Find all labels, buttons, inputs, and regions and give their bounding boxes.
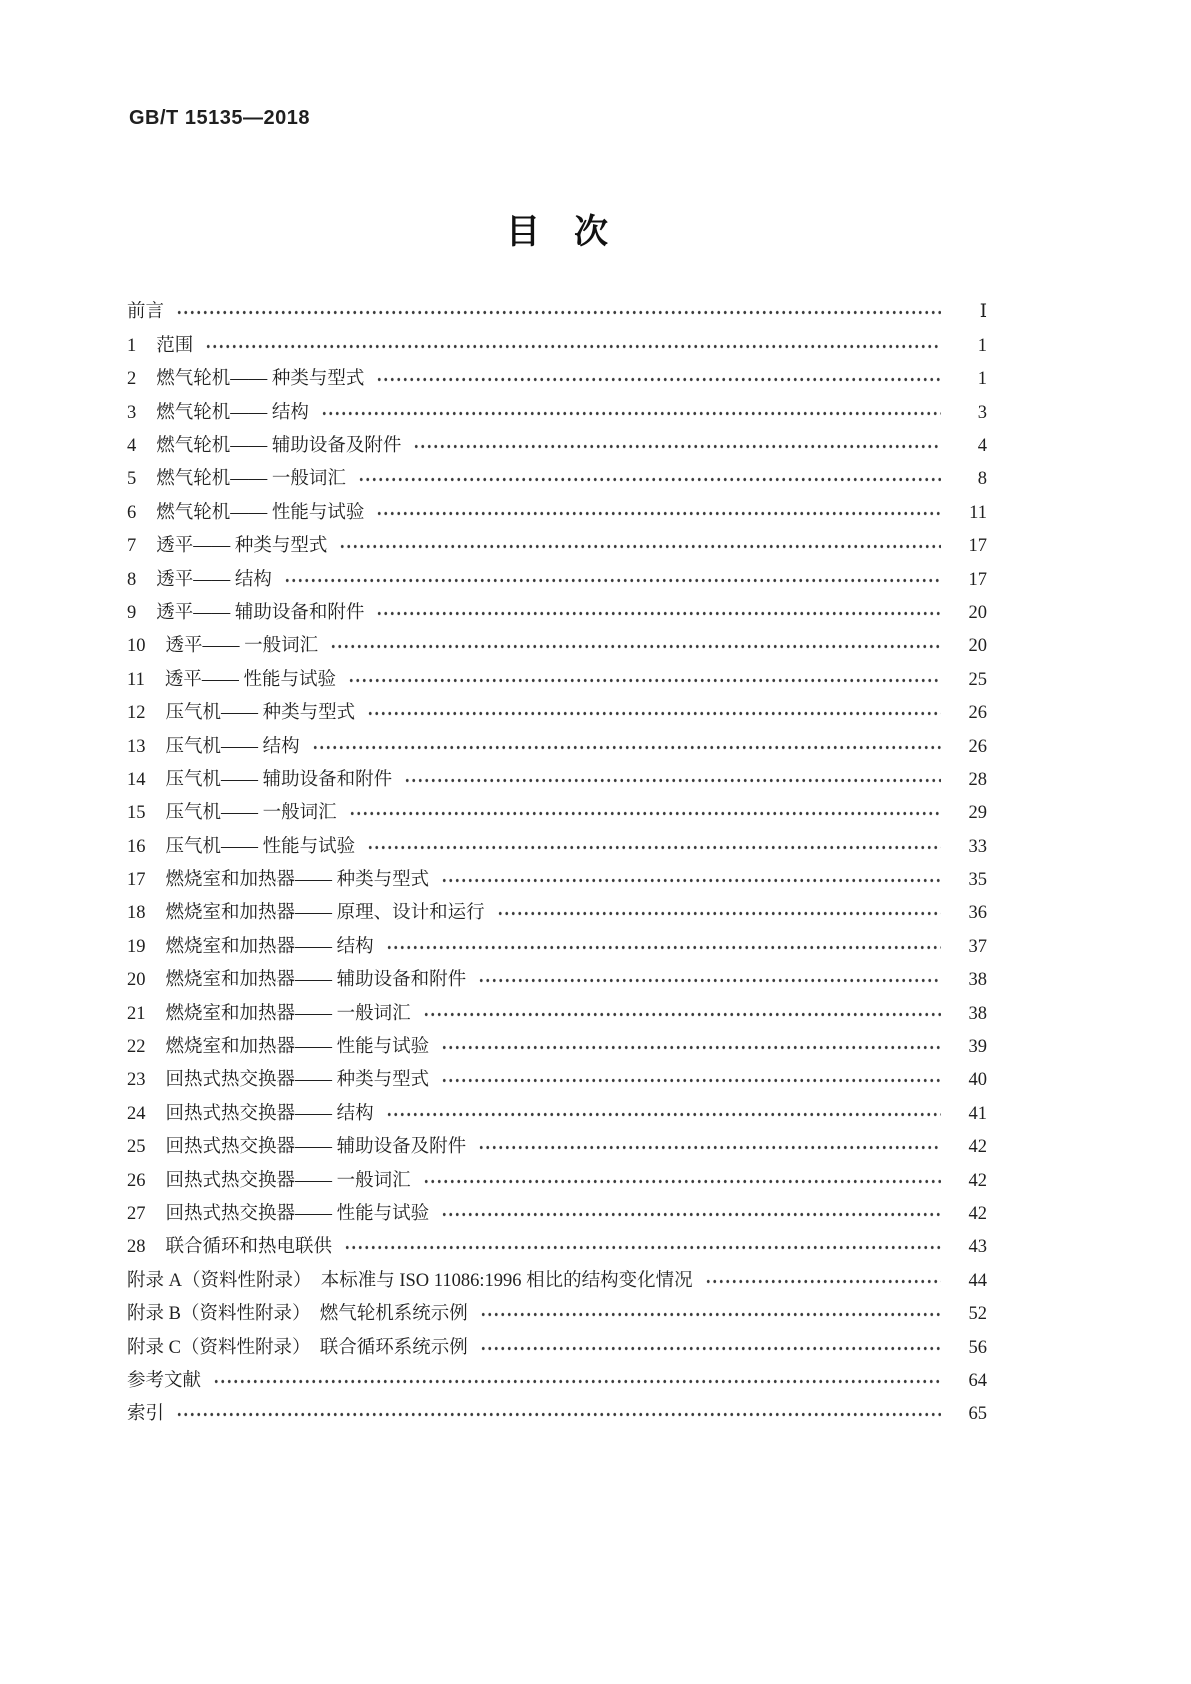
toc-entry-number: 1 xyxy=(127,335,137,356)
toc-entry xyxy=(127,396,987,429)
toc-entry-title: 燃烧室和加热器—— 性能与试验 xyxy=(165,1037,430,1058)
toc-entry-title: 附录 B（资料性附录） 燃气轮机系统示例 xyxy=(127,1304,468,1325)
toc-entry-number: 27 xyxy=(127,1203,146,1224)
toc-entry-page: 65 xyxy=(968,1404,987,1425)
toc-entry-title: 压气机—— 性能与试验 xyxy=(165,836,356,857)
toc-entry-title: 回热式热交换器—— 种类与型式 xyxy=(165,1070,430,1091)
toc-entry-page: 44 xyxy=(968,1270,987,1291)
toc-entry-page: 35 xyxy=(968,870,987,891)
toc-entry-number: 13 xyxy=(127,736,146,757)
toc-entry xyxy=(127,1264,987,1297)
toc-entry-title: 燃气轮机—— 辅助设备及附件 xyxy=(156,436,402,456)
toc-leader-dots xyxy=(213,1365,941,1398)
toc-entry-title: 燃烧室和加热器—— 种类与型式 xyxy=(165,870,430,891)
toc-leader-dots xyxy=(423,997,941,1030)
toc-entry-number: 26 xyxy=(127,1170,146,1191)
toc-entry-title: 附录 A（资料性附录） 本标准与 ISO 11086:1996 相比的结构变化情况 xyxy=(127,1270,693,1291)
toc-entry-title: 压气机—— 辅助设备和附件 xyxy=(165,769,393,790)
toc-entry-page: 25 xyxy=(968,669,987,690)
toc-leader-dots xyxy=(441,1064,941,1097)
toc-entry xyxy=(127,1365,987,1398)
toc-entry-title: 透平—— 一般词汇 xyxy=(165,636,319,657)
toc-entry xyxy=(127,463,987,496)
toc-entry-page: 11 xyxy=(969,502,987,523)
toc-entry xyxy=(127,630,987,663)
toc-entry xyxy=(127,1031,987,1064)
toc-entry-title: 燃烧室和加热器—— 结构 xyxy=(165,936,374,957)
toc-leader-dots xyxy=(441,1031,941,1064)
toc-entry-page: 4 xyxy=(977,436,987,456)
toc-entry-title: 参考文献 xyxy=(127,1370,202,1391)
toc-entry xyxy=(127,897,987,930)
toc-entry xyxy=(127,363,987,396)
toc-entry-title: 索引 xyxy=(127,1404,165,1425)
toc-leader-dots xyxy=(705,1265,941,1298)
toc-entry xyxy=(127,1298,987,1331)
toc-leader-dots xyxy=(376,597,941,630)
toc-leader-dots xyxy=(339,530,941,563)
toc-entry-page: 42 xyxy=(968,1203,987,1224)
toc-entry-number: 11 xyxy=(127,669,145,690)
toc-entry-title: 燃烧室和加热器—— 原理、设计和运行 xyxy=(165,903,485,924)
toc-leader-dots xyxy=(423,1164,941,1197)
toc-entry-title: 燃气轮机—— 结构 xyxy=(156,402,309,423)
toc-leader-dots xyxy=(497,897,941,930)
toc-entry-page: 8 xyxy=(977,469,987,490)
toc-entry xyxy=(127,997,987,1030)
toc-entry-page: 3 xyxy=(977,402,987,423)
toc-entry xyxy=(127,797,987,830)
toc-entry-page: 52 xyxy=(968,1304,987,1325)
toc-entry-title: 附录 C（资料性附录） 联合循环系统示例 xyxy=(127,1337,468,1358)
toc-leader-dots xyxy=(478,1131,941,1164)
toc-entry-page: 56 xyxy=(968,1337,987,1358)
toc-entry-number: 2 xyxy=(127,369,137,390)
toc-entry xyxy=(127,1398,987,1431)
toc-entry-page: 36 xyxy=(968,903,987,924)
toc-leader-dots xyxy=(312,730,941,763)
toc-entry-number: 14 xyxy=(127,769,146,790)
toc-entry-page: 33 xyxy=(968,836,987,857)
toc-entry-page: Ⅰ xyxy=(979,302,987,323)
toc-leader-dots xyxy=(480,1331,941,1364)
toc-leader-dots xyxy=(413,430,941,463)
toc-leader-dots xyxy=(404,764,941,797)
toc-entry-number: 4 xyxy=(127,436,137,456)
toc-entry-page: 37 xyxy=(968,936,987,957)
toc-leader-dots xyxy=(321,396,941,429)
toc-entry-title: 范围 xyxy=(156,335,194,356)
toc-entry-page: 38 xyxy=(968,1003,987,1024)
toc-entry-number: 7 xyxy=(127,536,137,557)
toc-entry-title: 联合循环和热电联供 xyxy=(165,1237,333,1258)
toc-entry-title: 回热式热交换器—— 辅助设备及附件 xyxy=(165,1137,467,1158)
toc-entry-title: 回热式热交换器—— 性能与试验 xyxy=(165,1203,430,1224)
toc-list xyxy=(127,296,987,1431)
toc-entry-title: 压气机—— 一般词汇 xyxy=(165,803,337,824)
toc-leader-dots xyxy=(480,1298,941,1331)
doc-code: GB/T 15135—2018 xyxy=(129,107,310,129)
toc-entry-page: 42 xyxy=(968,1170,987,1191)
toc-entry xyxy=(127,663,987,696)
toc-entry xyxy=(127,1131,987,1164)
toc-entry-page: 39 xyxy=(968,1037,987,1058)
toc-leader-dots xyxy=(376,363,941,396)
toc-entry-page: 20 xyxy=(968,636,987,657)
toc-leader-dots xyxy=(330,630,941,663)
toc-leader-dots xyxy=(441,1198,941,1231)
toc-entry-page: 40 xyxy=(968,1070,987,1091)
toc-entry-title: 燃烧室和加热器—— 一般词汇 xyxy=(165,1003,411,1024)
toc-leader-dots xyxy=(176,1398,941,1431)
toc-entry xyxy=(127,1331,987,1364)
toc-entry xyxy=(127,730,987,763)
toc-entry-number: 23 xyxy=(127,1070,146,1091)
toc-entry-page: 42 xyxy=(968,1137,987,1158)
toc-entry-number: 10 xyxy=(127,636,146,657)
toc-entry-title: 燃烧室和加热器—— 辅助设备和附件 xyxy=(165,970,467,991)
toc-leader-dots xyxy=(358,463,941,496)
toc-entry-page: 28 xyxy=(968,769,987,790)
toc-leader-dots xyxy=(344,1231,941,1264)
toc-leader-dots xyxy=(367,830,941,863)
toc-entry-title: 回热式热交换器—— 结构 xyxy=(165,1103,374,1124)
toc-entry xyxy=(127,930,987,963)
toc-entry-title: 透平—— 结构 xyxy=(156,569,272,590)
toc-entry-title: 燃气轮机—— 一般词汇 xyxy=(156,469,346,490)
toc-entry-title: 透平—— 性能与试验 xyxy=(164,669,336,690)
toc-leader-dots xyxy=(386,931,941,964)
toc-entry-page: 17 xyxy=(968,569,987,590)
toc-entry-title: 前言 xyxy=(127,302,165,323)
toc-entry-number: 15 xyxy=(127,803,146,824)
toc-leader-dots xyxy=(478,964,941,997)
toc-entry-number: 12 xyxy=(127,703,146,724)
toc-leader-dots xyxy=(176,296,941,329)
toc-entry-number: 3 xyxy=(127,402,137,423)
toc-entry-number: 8 xyxy=(127,569,137,590)
toc-entry-page: 17 xyxy=(968,536,987,557)
toc-entry-page: 41 xyxy=(968,1103,987,1124)
toc-entry-number: 19 xyxy=(127,936,146,957)
toc-entry xyxy=(127,530,987,563)
toc-entry xyxy=(127,563,987,596)
toc-entry xyxy=(127,496,987,529)
toc-entry-page: 38 xyxy=(968,970,987,991)
toc-entry-title: 压气机—— 种类与型式 xyxy=(165,703,356,724)
toc-entry-page: 26 xyxy=(968,736,987,757)
toc-entry-number: 28 xyxy=(127,1237,146,1258)
toc-entry xyxy=(127,864,987,897)
toc-entry-number: 5 xyxy=(127,469,137,490)
toc-entry-page: 26 xyxy=(968,703,987,724)
toc-entry xyxy=(127,430,987,463)
toc-entry xyxy=(127,1164,987,1197)
toc-entry xyxy=(127,830,987,863)
toc-entry xyxy=(127,1231,987,1264)
toc-leader-dots xyxy=(376,497,941,530)
toc-leader-dots xyxy=(284,563,941,596)
toc-entry-title: 燃气轮机—— 种类与型式 xyxy=(156,369,365,390)
toc-entry xyxy=(127,597,987,630)
toc-entry-title: 透平—— 辅助设备和附件 xyxy=(156,602,365,623)
toc-entry-number: 17 xyxy=(127,870,146,891)
toc-entry xyxy=(127,1097,987,1130)
toc-leader-dots xyxy=(386,1098,941,1131)
toc-entry-title: 回热式热交换器—— 一般词汇 xyxy=(165,1170,411,1191)
toc-entry xyxy=(127,329,987,362)
toc-entry xyxy=(127,296,987,329)
toc-entry-number: 25 xyxy=(127,1137,146,1158)
toc-entry-number: 18 xyxy=(127,903,146,924)
toc-entry-page: 20 xyxy=(968,602,987,623)
toc-entry-number: 9 xyxy=(127,602,137,623)
toc-entry-title: 压气机—— 结构 xyxy=(165,736,300,757)
toc-entry xyxy=(127,1064,987,1097)
toc-entry-page: 64 xyxy=(968,1370,987,1391)
toc-entry-title: 燃气轮机—— 性能与试验 xyxy=(156,502,365,523)
toc-entry-number: 20 xyxy=(127,970,146,991)
toc-title: 目 次 xyxy=(506,213,608,251)
toc-entry-number: 24 xyxy=(127,1103,146,1124)
toc-leader-dots xyxy=(441,864,941,897)
toc-entry-title: 透平—— 种类与型式 xyxy=(156,536,328,557)
toc-entry-page: 1 xyxy=(977,369,987,390)
toc-entry xyxy=(127,763,987,796)
toc-leader-dots xyxy=(349,797,941,830)
toc-entry-number: 22 xyxy=(127,1037,146,1058)
toc-entry-number: 6 xyxy=(127,502,137,523)
toc-leader-dots xyxy=(348,663,941,696)
toc-entry-page: 29 xyxy=(968,803,987,824)
toc-entry xyxy=(127,964,987,997)
toc-leader-dots xyxy=(367,697,941,730)
toc-entry xyxy=(127,697,987,730)
toc-entry-page: 1 xyxy=(977,335,987,356)
toc-entry-number: 16 xyxy=(127,836,146,857)
toc-entry xyxy=(127,1198,987,1231)
toc-leader-dots xyxy=(205,330,941,363)
toc-entry-number: 21 xyxy=(127,1003,146,1024)
toc-entry-page: 43 xyxy=(968,1237,987,1258)
